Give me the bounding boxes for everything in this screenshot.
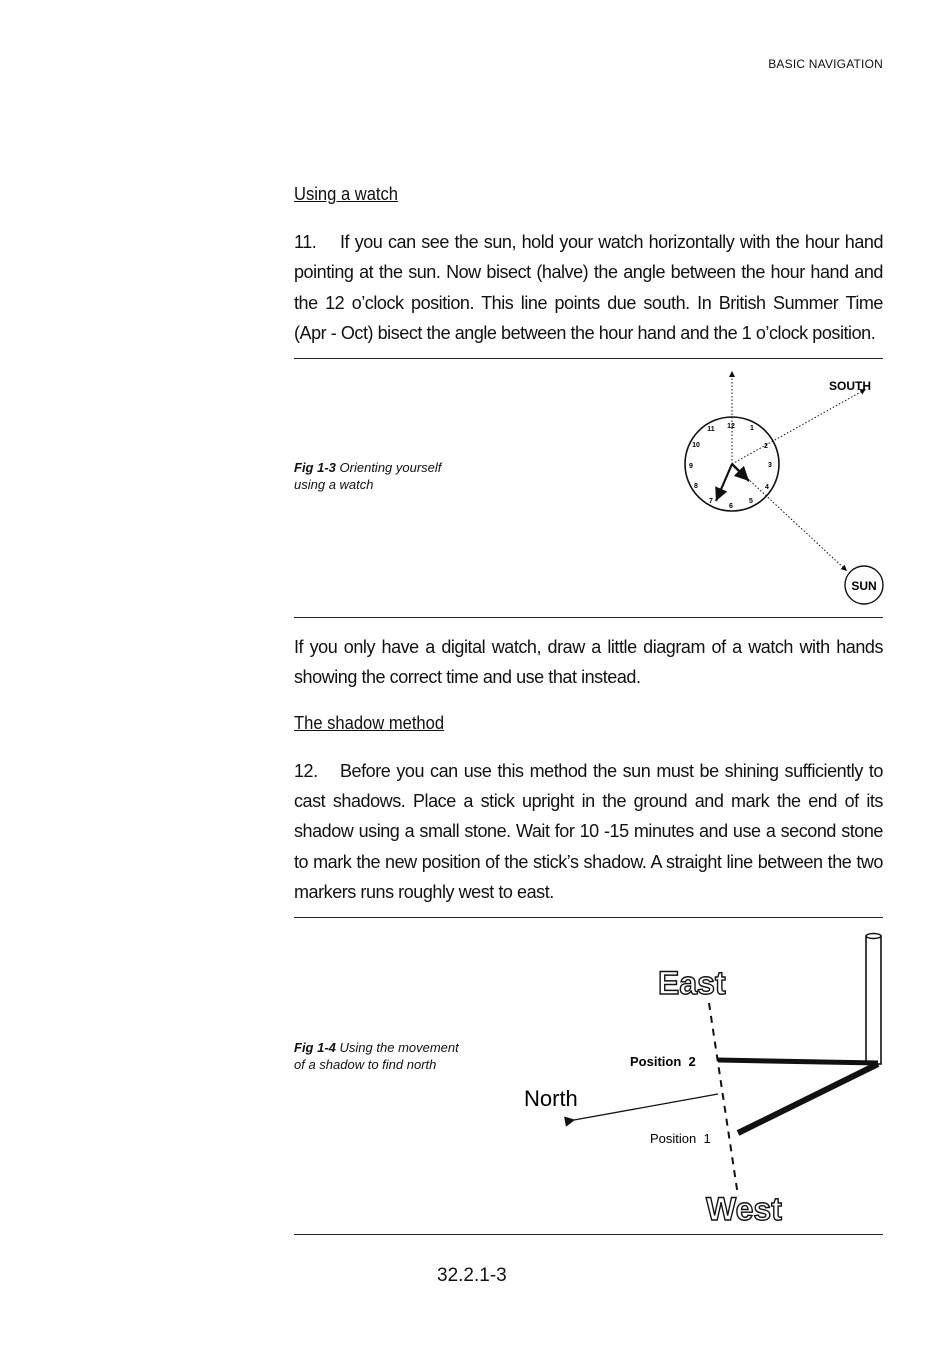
dial-number: 10 — [692, 442, 700, 450]
south-label: SOUTH — [829, 379, 871, 394]
dial-number: 1 — [750, 425, 754, 433]
figure-caption — [294, 1039, 464, 1073]
dial-number: 4 — [765, 484, 769, 492]
position-1-label: Position 1 — [650, 1131, 711, 1147]
dial-number: 9 — [689, 463, 693, 471]
dial-number: 12 — [727, 423, 735, 431]
upright-stick — [866, 936, 881, 1064]
sun-label: SUN — [851, 579, 877, 594]
paragraph-text: If you can see the sun, hold your watch horizontally with the hour hand pointing at the sun. Now bisect (halve) the angle between the hour hand and the 12 o’clock position. This line points due south. In British Summer Time (Apr - Oct) bisect the angle between the hour hand and the 1 o’clock position. — [294, 232, 883, 343]
figure-caption-text: Orienting yourself using a watch — [294, 460, 442, 493]
paragraph-digital: If you only have a digital watch, draw a little diagram of a watch with hands showing the correct time and use that instead. — [294, 637, 883, 688]
position-2-label: Position 2 — [630, 1054, 696, 1070]
page-number: 32.2.1-3 — [437, 1265, 507, 1286]
figure-bottom-rule — [294, 617, 883, 618]
dial-number: 3 — [768, 462, 772, 470]
running-header: BASIC NAVIGATION — [768, 57, 883, 71]
dial-number: 11 — [707, 426, 715, 434]
dial-number: 6 — [729, 503, 733, 511]
figure-label: Fig 1-4 — [294, 1040, 336, 1056]
west-east-line — [709, 1003, 738, 1196]
page-content — [294, 184, 883, 1235]
minute-hand — [716, 464, 732, 501]
dial-number: 7 — [709, 498, 713, 506]
watch-diagram — [674, 359, 950, 617]
paragraph-12 — [294, 756, 883, 907]
north-arrow — [574, 1094, 718, 1120]
figure-bottom-rule — [294, 1234, 883, 1235]
figure-caption — [294, 459, 464, 493]
paragraph-11 — [294, 227, 883, 348]
figure-1-4 — [294, 918, 883, 1234]
section-heading-shadow: The shadow method — [294, 712, 445, 733]
north-label: North — [524, 1086, 578, 1112]
figure-1-3 — [294, 359, 883, 617]
figure-label: Fig 1-3 — [294, 460, 336, 476]
figure-caption-text: Using the movement of a shadow to find north — [294, 1040, 459, 1073]
dial-number: 5 — [749, 498, 753, 506]
shadow-position-1 — [738, 1064, 878, 1133]
dial-number: 2 — [764, 443, 768, 451]
hour-hand — [732, 464, 749, 481]
shadow-diagram — [522, 918, 902, 1234]
east-label: East — [658, 965, 726, 1002]
section-heading-watch: Using a watch — [294, 184, 399, 204]
paragraph-number: 12. — [294, 760, 318, 781]
paragraph-text: Before you can use this method the sun must be shining sufficiently to cast shadows. Place a stick upright in the ground and mark the end of its shadow using a small stone. Wait for 10 -15 minutes and use a second stone to mark the new position of the stick’s shadow. A straight line between the two markers runs roughly west to east. — [294, 760, 883, 902]
dial-number: 8 — [694, 483, 698, 491]
paragraph-number: 11. — [294, 232, 317, 252]
shadow-position-2 — [718, 1060, 878, 1063]
west-label: West — [706, 1191, 782, 1228]
stick-top — [866, 934, 881, 939]
